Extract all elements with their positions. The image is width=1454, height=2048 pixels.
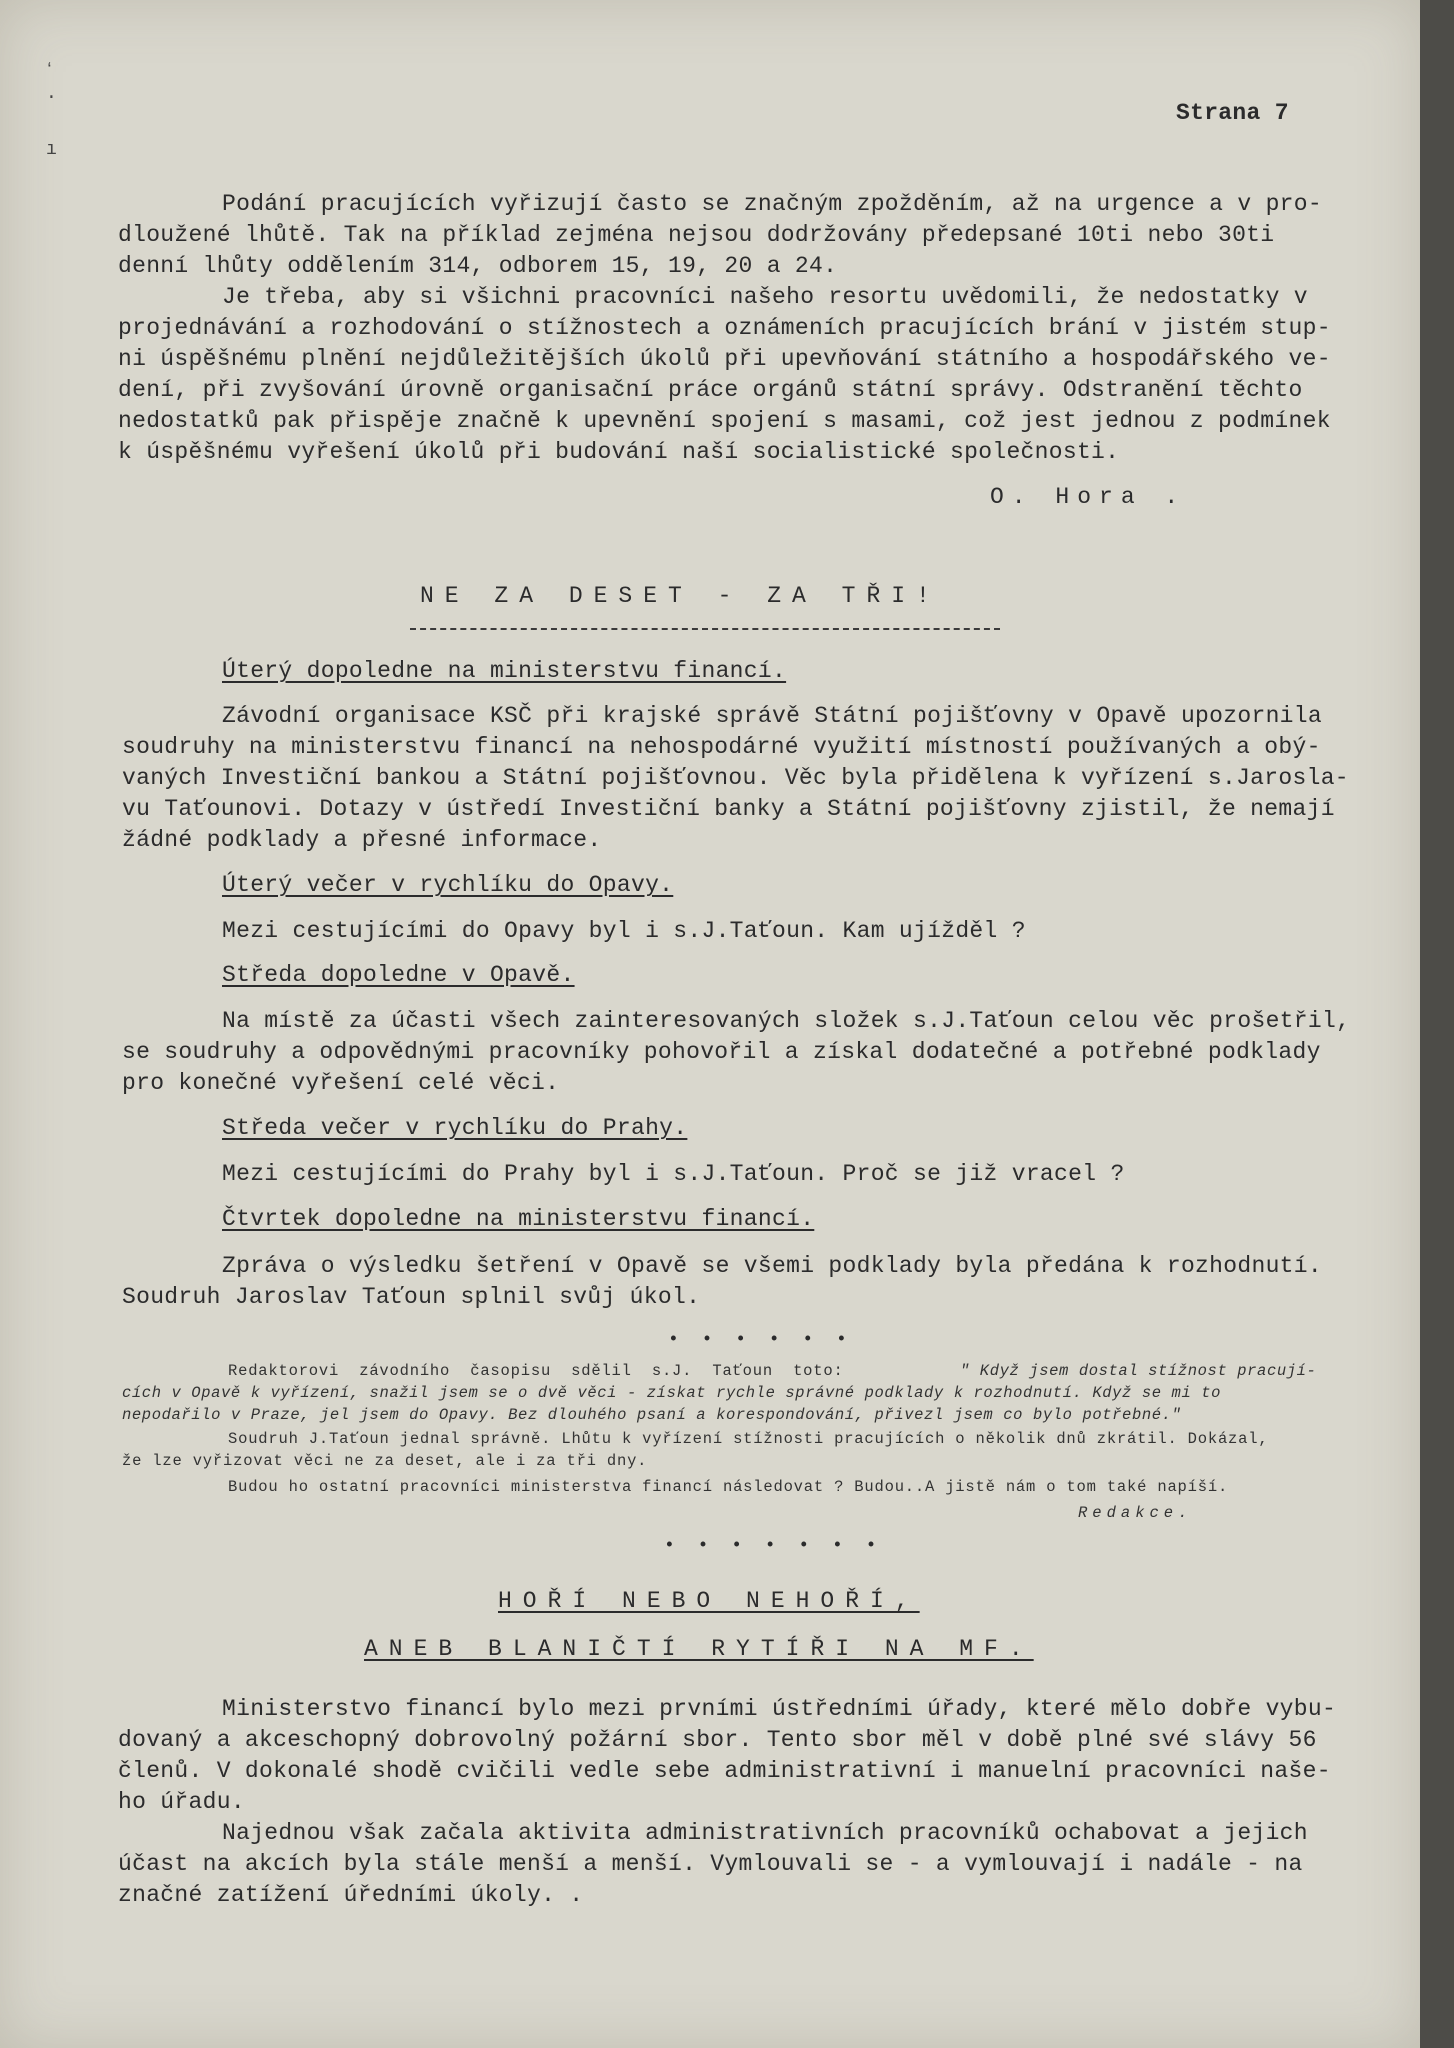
paragraph-line: značné zatížení úředními úkoly. . xyxy=(118,1882,584,1908)
note-line: Budou ho ostatní pracovníci ministerstva financí následovat ? Budou..A jistě nám o tom také napíší. xyxy=(228,1478,1229,1496)
note-line: nepodařilo v Praze, jel jsem do Opavy. Bez dlouhého psaní a korespondování, přivezl jsem co bylo potřebné." xyxy=(122,1406,1182,1424)
section-heading: Úterý dopoledne na ministerstvu financí. xyxy=(222,658,787,684)
note-quote: " Když jsem dostal stížnost pracují- xyxy=(960,1362,1317,1380)
paragraph-line: Závodní organisace KSČ při krajské správě Státní pojišťovny v Opavě upozornila xyxy=(222,703,1322,729)
paragraph-line: účast na akcích byla stále menší a menší. Vymlouvali se - a vymlouvají i nadále - na xyxy=(118,1851,1303,1877)
intro-line: projednávání a rozhodování o stížnostech a oznámeních pracujících brání v jistém stup- xyxy=(118,315,1331,341)
article-title: NE ZA DESET - ZA TŘI! xyxy=(420,583,941,609)
article-title: HOŘÍ NEBO NEHOŘÍ, xyxy=(498,1588,920,1614)
intro-line: dloužené lhůtě. Tak na příklad zejména nejsou dodržovány předepsané 10ti nebo 30ti xyxy=(118,222,1275,248)
paragraph-line: vu Taťounovi. Dotazy v ústředí Investiční banky a Státní pojišťovny zjistil, že nemají xyxy=(122,796,1335,822)
note-line: Soudruh J.Taťoun jednal správně. Lhůtu k vyřízení stížnosti pracujících o několik dnů zkrátil. Dokázal, xyxy=(228,1430,1269,1448)
note-signature: Redakce. xyxy=(1078,1504,1193,1522)
margin-mark-top: ʻ xyxy=(44,62,55,82)
paragraph-line: soudruhy na ministerstvu financí na nehospodárné využití místností používaných a obý- xyxy=(122,734,1321,760)
intro-line: denní lhůty oddělením 314, odborem 15, 19, 20 a 24. xyxy=(118,253,838,279)
separator-dots: • • • • • • • xyxy=(664,1536,883,1556)
scan-edge xyxy=(1420,0,1454,2048)
paragraph-line: Ministerstvo financí bylo mezi prvními ústředními úřady, které mělo dobře vybu- xyxy=(222,1696,1337,1722)
intro-line: nedostatků pak přispěje značně k upevnění spojení s masami, což jest jednou z podmínek xyxy=(118,408,1331,434)
page-number: Strana 7 xyxy=(1176,100,1289,126)
paragraph-line: pro konečné vyřešení celé věci. xyxy=(122,1070,560,1096)
section-heading: Středa dopoledne v Opavě. xyxy=(222,962,575,988)
paragraph-line: ho úřadu. xyxy=(118,1789,245,1815)
title-rule xyxy=(410,628,1000,630)
paragraph-line: Mezi cestujícími do Prahy byl i s.J.Taťoun. Proč se již vracel ? xyxy=(222,1161,1125,1187)
intro-line: dení, při zvyšování úrovně organisační práce orgánů státní správy. Odstranění těchto xyxy=(118,377,1303,403)
intro-line: k úspěšnému vyřešení úkolů při budování naší socialistické společnosti. xyxy=(118,439,1120,465)
margin-mark-binding: ı xyxy=(46,140,57,160)
paragraph-line: členů. V dokonalé shodě cvičili vedle sebe administrativní i manuelní pracovníci naše- xyxy=(118,1758,1331,1784)
intro-line: ni úspěšnému plnění nejdůležitějších úkolů při upevňování státního a hospodářského ve- xyxy=(118,346,1331,372)
intro-line: Podání pracujících vyřizují často se značným zpožděním, až na urgence a v pro- xyxy=(222,191,1322,217)
section-heading: Středa večer v rychlíku do Prahy. xyxy=(222,1115,688,1141)
paragraph-line: Mezi cestujícími do Opavy byl i s.J.Taťoun. Kam ujížděl ? xyxy=(222,918,1026,944)
intro-signature: O. Hora . xyxy=(990,484,1187,510)
section-heading: Čtvrtek dopoledne na ministerstvu financí. xyxy=(222,1206,815,1232)
article-subtitle: ANEB BLANIČTÍ RYTÍŘI NA MF. xyxy=(364,1636,1034,1662)
note-line: Redaktorovi závodního časopisu sdělil s.J. Taťoun toto: xyxy=(228,1362,844,1380)
paragraph-line: Najednou však začala aktivita administrativních pracovníků ochabovat a jejich xyxy=(222,1820,1308,1846)
paragraph-line: se soudruhy a odpovědnými pracovníky pohovořil a získal dodatečné a potřebné podklady xyxy=(122,1039,1321,1065)
section-heading: Úterý večer v rychlíku do Opavy. xyxy=(222,872,674,898)
margin-mark-dot: · xyxy=(46,88,57,108)
paragraph-line: Na místě za účasti všech zainteresovaných složek s.J.Taťoun celou věc prošetřil, xyxy=(222,1008,1351,1034)
paragraph-line: vaných Investiční bankou a Státní pojišťovnou. Věc byla přidělena k vyřízení s.Jarosla- xyxy=(122,765,1349,791)
paragraph-line: Zpráva o výsledku šetření v Opavě se všemi podklady byla předána k rozhodnutí. xyxy=(222,1253,1322,1279)
paragraph-line: Soudruh Jaroslav Taťoun splnil svůj úkol. xyxy=(122,1284,701,1310)
intro-line: Je třeba, aby si všichni pracovníci našeho resortu uvědomili, že nedostatky v xyxy=(222,284,1308,310)
separator-dots: • • • • • • xyxy=(668,1330,853,1350)
note-line: cích v Opavě k vyřízení, snažil jsem se o dvě věci - získat rychle správné podklady k rozhodnutí. Když se mi to xyxy=(122,1384,1222,1402)
paragraph-line: dovaný a akceschopný dobrovolný požární sbor. Tento sbor měl v době plné své slávy 56 xyxy=(118,1727,1317,1753)
paragraph-line: žádné podklady a přesné informace. xyxy=(122,827,602,853)
note-line: že lze vyřizovat věci ne za deset, ale i za tři dny. xyxy=(122,1452,648,1470)
